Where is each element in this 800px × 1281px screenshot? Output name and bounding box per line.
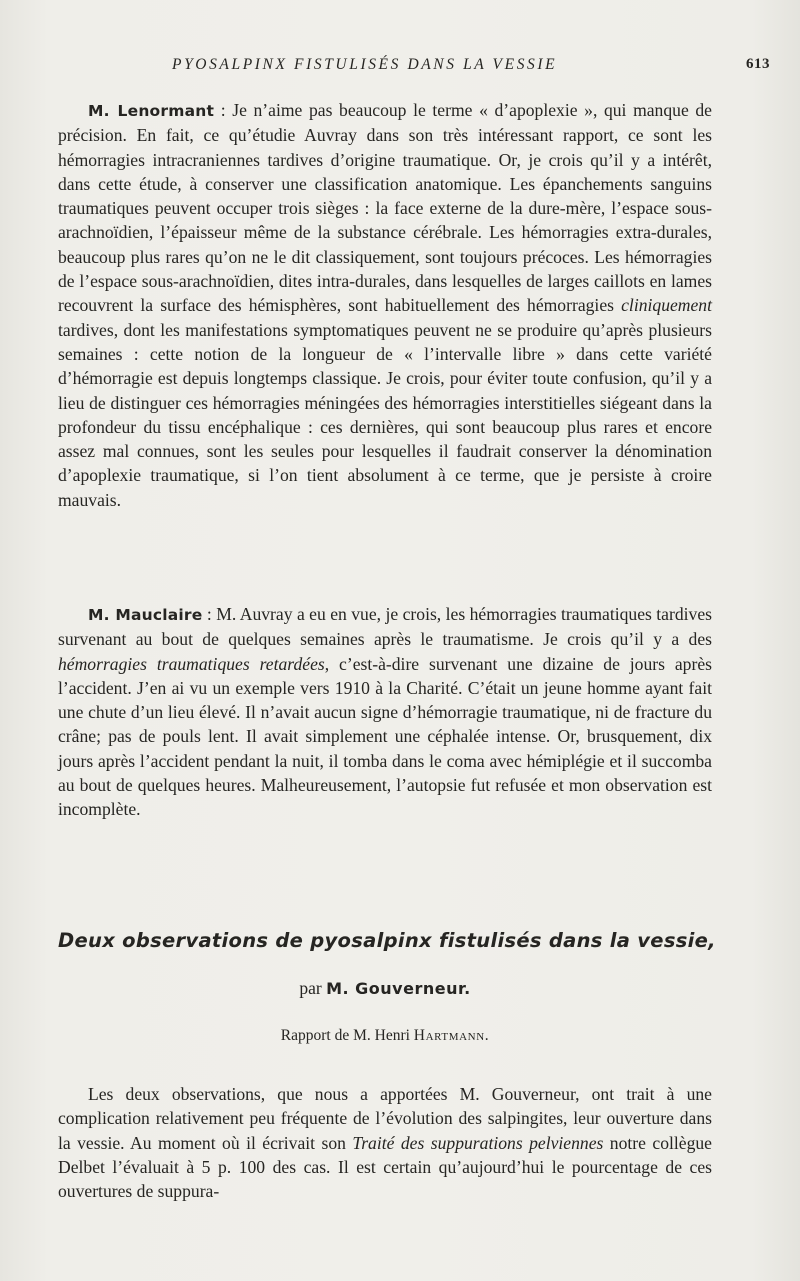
italic-term: hémorragies traumatiques retardées — [58, 653, 325, 674]
italic-term: cliniquement — [621, 295, 712, 316]
paragraph-body — [58, 98, 712, 512]
running-head — [58, 56, 770, 80]
speaker-name: M. Mauclaire — [88, 606, 203, 624]
paragraph-body — [58, 1082, 712, 1203]
mauclaire-paragraph — [58, 602, 712, 822]
byline-prefix: par — [299, 978, 327, 998]
author-name: M. Gouverneur. — [326, 979, 471, 998]
lenormant-paragraph — [58, 98, 712, 512]
byline — [58, 978, 712, 999]
speaker-name: M. Lenormant — [88, 102, 215, 120]
article-title: Deux observations de pyosalpinx fistulisés dans la vessie, — [58, 929, 716, 952]
rapport-prefix: Rapport de M. Henri — [280, 1027, 414, 1044]
rapport-line — [58, 1027, 712, 1045]
paragraph-text: tardives, dont les manifestations symptomatiques peuvent ne se produire qu’après plusieurs semaines : cette notion de la longueur de « l’intervalle libre » dans cette variété d’hémorragie est depuis longtemps classique. Je crois, pour éviter toute confusion, qu’il y a lieu de distinguer ces hémorragies méningées des hémorragies interstitielles siégeant dans la profondeur du tissu encéphalique : ces dernières, qui sont beaucoup plus rares et encore assez mal connues, sont les seules pour lesquelles il faudrait conserver la dénomination d’apoplexie traumatique, si l’on tient absolument à ce terme, que je persiste à croire mauvais. — [58, 319, 712, 510]
article-body-paragraph — [58, 1082, 712, 1203]
paragraph-text: , c’est-à-dire survenant une dizaine de jours après l’accident. J’en ai vu un exemple vers 1910 à la Charité. C’était un jeune homme ayant fait une chute d’un lieu élevé. Il n’avait aucun signe d’hémorragie traumatique, ni de fracture du crâne; pas de pouls lent. Il avait simplement une céphalée intense. Or, brusquement, dix jours après l’accident pendant la nuit, il tomba dans le coma avec hémiplégie et il succomba au bout de quelques heures. Malheureusement, l’autopsie fut refusée et mon observation est incomplète. — [58, 653, 712, 820]
paragraph-text: Les deux observations, que nous a apportées M. Gouverneur, ont trait à une complication relativement peu fréquente de l’évolution des salpingites, leur ouverture dans la vessie. Au moment où il écrivait son — [58, 1084, 712, 1153]
paragraph-text: : Je n’aime pas beaucoup le terme « d’apoplexie », qui manque de précision. En fait, ce qu’étudie Auvray dans son très intéressant rapport, ce sont les hémorragies intracraniennes tardives d’origine traumatique. Or, je crois qu’il y a intérêt, dans cette étude, à conserver une classification anatomique. Les épanchements sanguins traumatiques peuvent occuper trois sièges : la face externe de la dure-mère, l’espace sous-arachnoïdien, l’épaisseur même de la substance cérébrale. Les hémorragies extra-durales, beaucoup plus rares qu’on ne le dit classiquement, sont toujours précoces. Les hémorragies de l’espace sous-arachnoïdien, dites intra-durales, dans lesquelles de larges caillots en lames recouvrent la surface des hémisphères, sont habituellement des hémorragies — [58, 100, 712, 316]
paragraph-text: : M. Auvray a eu en vue, je crois, les hémorragies traumatiques tardives survenant au bout de quelques semaines après le traumatisme. Je crois qu’il y a des — [58, 604, 712, 650]
paragraph-body — [58, 602, 712, 822]
paragraph-text: notre collègue Delbet l’évaluait à 5 p. 100 des cas. Il est certain qu’aujourd’hui le pourcentage de ces ouvertures de suppura- — [58, 1132, 712, 1202]
italic-term: Traité des suppurations pelviennes — [352, 1132, 604, 1153]
running-title: PYOSALPINX FISTULISÉS DANS LA VESSIE — [172, 56, 558, 73]
rapporteur-name: Hartmann. — [413, 1027, 490, 1044]
page-number: 613 — [746, 56, 770, 72]
